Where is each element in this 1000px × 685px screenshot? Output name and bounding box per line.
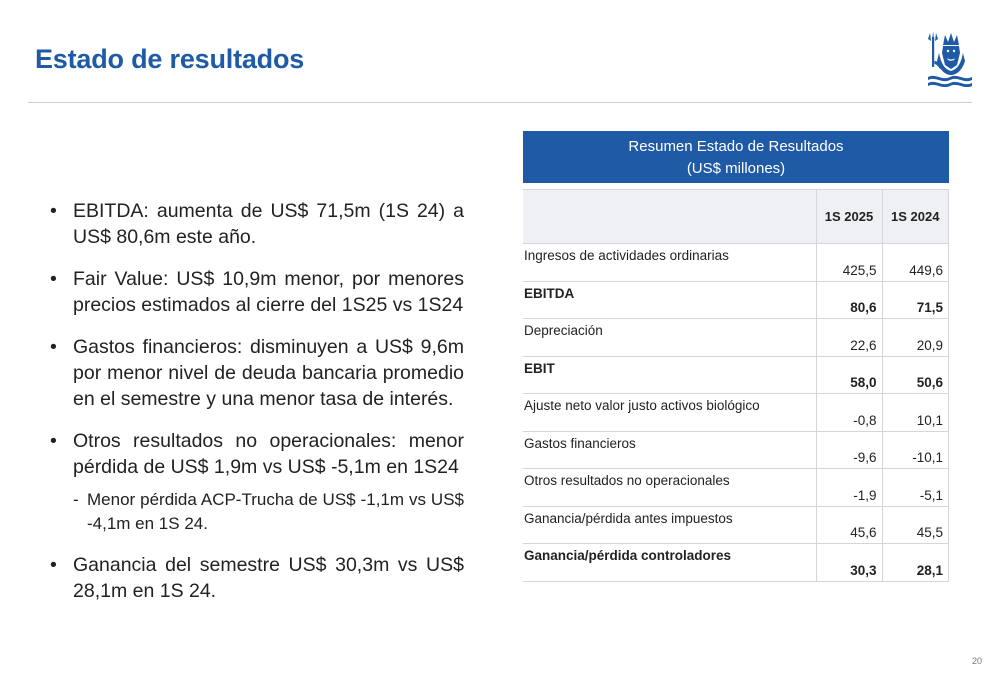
table-row [523,544,949,582]
bullet-text: EBITDA: aumenta de US$ 71,5m (1S 24) a US$ 80,6m este año. [73,200,464,248]
row-label: Ajuste neto valor justo activos biológico [523,394,816,432]
row-label: Depreciación [523,319,816,357]
table-row [523,469,949,507]
row-label: Ganancia/pérdida antes impuestos [523,506,816,544]
sub-bullet-text: Menor pérdida ACP-Trucha de US$ -1,1m vs US$ -4,1m en 1S 24. [87,490,464,533]
bullet-text: Gastos financieros: disminuyen a US$ 9,6m por menor nivel de deuda bancaria promedio en el semestre y una menor tasa de interés. [73,336,464,410]
row-label: Ganancia/pérdida controladores [523,544,816,582]
table-row [523,394,949,432]
row-value-2024: 71,5 [882,281,949,319]
header-1s-2025: 1S 2025 [816,190,882,244]
bullet-ganancia [50,552,464,604]
header-blank-cell [523,190,816,244]
bullet-otros-resultados [50,428,464,480]
row-label: Gastos financieros [523,431,816,469]
row-value-2024: -5,1 [882,469,949,507]
bullet-ebitda [50,198,464,250]
table-title: Resumen Estado de Resultados [628,138,844,155]
page-number: 20 [972,656,983,666]
row-label: Otros resultados no operacionales [523,469,816,507]
row-value-2025: 80,6 [816,281,882,319]
income-statement-table [523,131,949,582]
table-row [523,356,949,394]
page-title: Estado de resultados [35,44,305,74]
bullet-marker: • [50,200,57,222]
results-table [523,189,949,582]
sub-bullet-marker: - [73,490,79,509]
row-label: EBIT [523,356,816,394]
row-label: Ingresos de actividades ordinarias [523,244,816,282]
row-value-2024: 10,1 [882,394,949,432]
table-title-banner [523,131,949,183]
header-1s-2024: 1S 2024 [882,190,949,244]
sub-bullet-acp-trucha [73,488,464,536]
row-value-2024: 449,6 [882,244,949,282]
table-subtitle: (US$ millones) [686,160,786,177]
row-value-2025: 22,6 [816,319,882,357]
row-value-2025: 58,0 [816,356,882,394]
bullet-list [50,198,464,620]
bullet-marker: • [50,336,57,358]
table-row [523,281,949,319]
bullet-text: Otros resultados no operacionales: menor pérdida de US$ 1,9m vs US$ -5,1m en 1S24 [73,430,464,478]
table-row [523,431,949,469]
bullet-marker: • [50,268,57,290]
row-value-2025: 45,6 [816,506,882,544]
bullet-fair-value [50,266,464,318]
row-value-2025: -1,9 [816,469,882,507]
row-value-2024: 50,6 [882,356,949,394]
row-value-2024: 28,1 [882,544,949,582]
row-value-2025: 425,5 [816,244,882,282]
table-row [523,506,949,544]
row-value-2024: 45,5 [882,506,949,544]
header-divider [28,102,972,103]
bullet-gastos-financieros [50,334,464,412]
bullet-text: Fair Value: US$ 10,9m menor, por menores precios estimados al cierre del 1S25 vs 1S24 [73,268,464,316]
row-value-2025: -9,6 [816,431,882,469]
bullet-marker: • [50,554,57,576]
row-value-2024: 20,9 [882,319,949,357]
row-value-2025: -0,8 [816,394,882,432]
row-label: EBITDA [523,281,816,319]
table-header-row [523,190,949,244]
neptune-trident-logo-icon [926,31,974,87]
row-value-2024: -10,1 [882,431,949,469]
row-value-2025: 30,3 [816,544,882,582]
table-row [523,244,949,282]
bullet-marker: • [50,430,57,452]
bullet-text: Ganancia del semestre US$ 30,3m vs US$ 28,1m en 1S 24. [73,554,464,602]
table-row [523,319,949,357]
